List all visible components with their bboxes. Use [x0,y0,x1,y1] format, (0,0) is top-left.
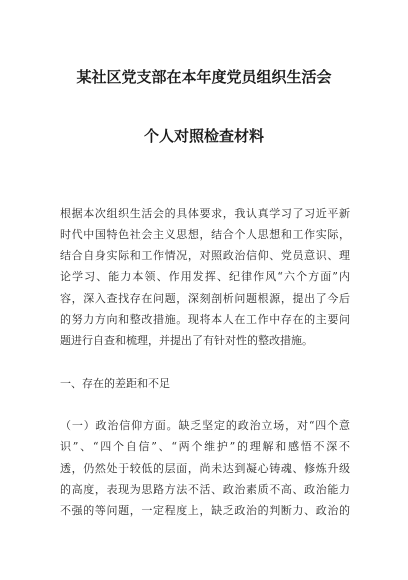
intro-line: 题进行自查和梳理，并提出了有针对性的整改措施。 [60,334,313,347]
section-heading: 一、存在的差距和不足 [60,377,170,390]
subsection-line: 透，仍然处于较低的层面，尚未达到凝心铸魂、修炼升级 [60,462,350,475]
subsection-line: 不强的等问题，一定程度上，缺乏政治的判断力、政治的 [60,504,350,517]
intro-line: 容，深入查找存在问题，深刻剖析问题根源，提出了今后 [60,292,350,305]
subsection-line: 的高度，表现为思路方法不活、政治素质不高、政治能力 [60,483,350,496]
subsection-line: 识”、“四个自信”、“两个维护”的理解和感悟不深不 [60,440,350,453]
subsection-line: （一）政治信仰方面。缺乏坚定的政治立场，对“四个意 [60,419,350,432]
intro-line: 结合自身实际和工作情况，对照政治信仰、党员意识、理 [60,249,350,262]
document-title: 某社区党支部在本年度党员组织生活会 [76,68,332,86]
intro-line: 论学习、能力本领、作用发挥、纪律作风“六个方面”内 [60,270,350,283]
intro-line: 时代中国特色社会主义思想，结合个人思想和工作实际， [60,228,350,241]
intro-line: 的努力方向和整改措施。现将本人在工作中存在的主要问 [60,313,350,326]
document-subtitle: 个人对照检查材料 [143,127,264,145]
intro-line: 根据本次组织生活会的具体要求，我认真学习了习近平新 [60,207,350,220]
